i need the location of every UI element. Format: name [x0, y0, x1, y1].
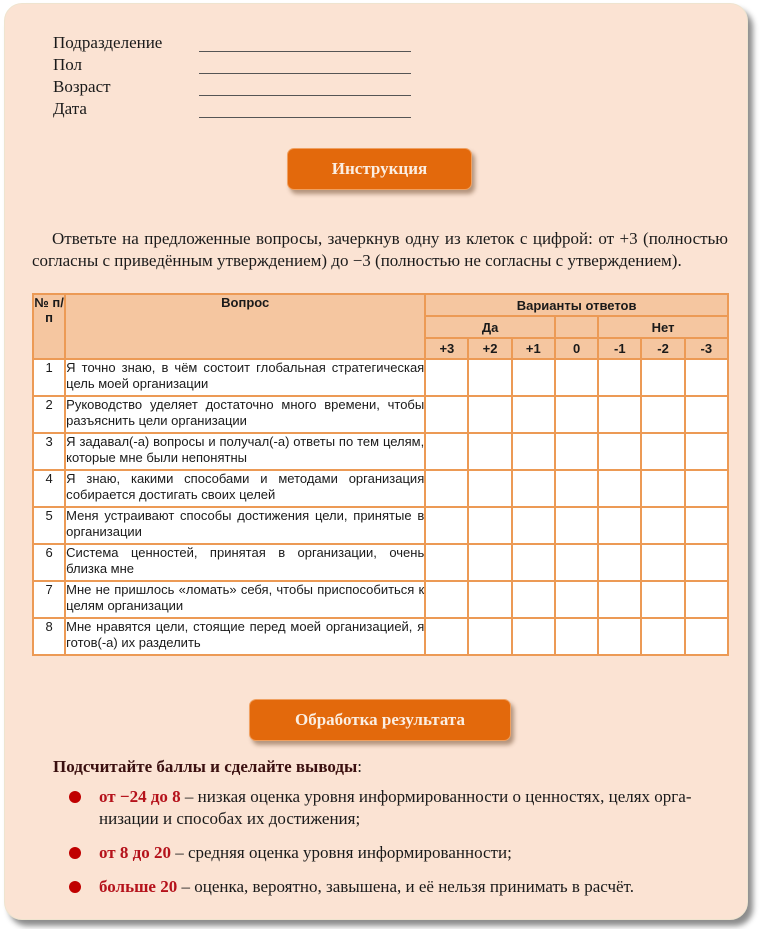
answer-cell[interactable] — [641, 618, 684, 655]
option-header: -1 — [598, 338, 641, 359]
result-text: – оценка, вероятно, завышена, и её нельзя принимать в расчёт. — [177, 877, 634, 896]
answer-cell[interactable] — [641, 470, 684, 507]
col-header-options: Варианты ответов — [425, 294, 728, 316]
table-row — [33, 470, 728, 507]
result-text: – средняя оценка уровня информированности; — [170, 843, 512, 862]
answer-cell[interactable] — [555, 470, 598, 507]
option-header: -2 — [641, 338, 684, 359]
answer-cell[interactable] — [598, 359, 641, 396]
result-item — [65, 786, 730, 830]
survey-body — [33, 359, 728, 655]
bullet-icon — [69, 881, 81, 893]
answer-cell[interactable] — [555, 433, 598, 470]
form-row-department — [53, 31, 411, 53]
question-text: Я знаю, какими способами и методами организация собирается достигать своих целей — [65, 470, 425, 507]
answer-cell[interactable] — [641, 507, 684, 544]
table-row — [33, 581, 728, 618]
results-heading: Обработка результата — [249, 699, 511, 741]
answer-cell[interactable] — [468, 359, 511, 396]
table-row — [33, 507, 728, 544]
gender-field[interactable] — [199, 73, 411, 74]
answer-cell[interactable] — [685, 581, 728, 618]
form-row-age — [53, 75, 411, 97]
results-intro-tail: : — [357, 757, 363, 776]
question-text: Система ценностей, принятая в организации, очень близка мне — [65, 544, 425, 581]
row-number: 3 — [33, 433, 65, 470]
answer-cell[interactable] — [512, 581, 555, 618]
answer-cell[interactable] — [512, 359, 555, 396]
row-number: 7 — [33, 581, 65, 618]
respondent-form — [53, 31, 411, 119]
answer-cell[interactable] — [512, 396, 555, 433]
age-label: Возраст — [53, 77, 111, 96]
row-number: 8 — [33, 618, 65, 655]
answer-cell[interactable] — [555, 544, 598, 581]
answer-cell[interactable] — [555, 507, 598, 544]
group-header-no: Нет — [598, 316, 728, 338]
row-number: 5 — [33, 507, 65, 544]
result-text: – низкая оценка уровня информированности о ценностях, целях организации и способах их достижения; — [99, 787, 692, 828]
answer-cell[interactable] — [641, 433, 684, 470]
question-text: Мне нравятся цели, стоящие перед моей организацией, я готов(-а) их разделить — [65, 618, 425, 655]
option-header: +1 — [512, 338, 555, 359]
date-label: Дата — [53, 99, 87, 118]
answer-cell[interactable] — [425, 507, 468, 544]
table-row — [33, 396, 728, 433]
answer-cell[interactable] — [598, 470, 641, 507]
answer-cell[interactable] — [641, 544, 684, 581]
answer-cell[interactable] — [425, 433, 468, 470]
answer-cell[interactable] — [425, 544, 468, 581]
answer-cell[interactable] — [641, 581, 684, 618]
answer-cell[interactable] — [468, 618, 511, 655]
question-text: Я точно знаю, в чём состоит глобальная стратегическая цель моей организации — [65, 359, 425, 396]
answer-cell[interactable] — [685, 359, 728, 396]
answer-cell[interactable] — [512, 507, 555, 544]
department-label: Подразделение — [53, 33, 163, 52]
answer-cell[interactable] — [641, 359, 684, 396]
result-range: от −24 до 8 — [99, 787, 181, 806]
header-row-1 — [33, 294, 728, 316]
answer-cell[interactable] — [468, 470, 511, 507]
row-number: 4 — [33, 470, 65, 507]
option-header: +2 — [468, 338, 511, 359]
question-text: Мне не пришлось «ломать» себя, чтобы приспособиться к целям организации — [65, 581, 425, 618]
question-text: Руководство уделяет достаточно много времени, чтобы разъяснить цели организации — [65, 396, 425, 433]
worksheet-card — [4, 3, 748, 920]
answer-cell[interactable] — [425, 396, 468, 433]
answer-cell[interactable] — [555, 359, 598, 396]
col-header-question: Вопрос — [65, 294, 425, 359]
answer-cell[interactable] — [598, 396, 641, 433]
answer-cell[interactable] — [685, 396, 728, 433]
instruction-heading: Инструкция — [287, 148, 472, 190]
row-number: 2 — [33, 396, 65, 433]
answer-cell[interactable] — [468, 396, 511, 433]
answer-cell[interactable] — [555, 396, 598, 433]
result-range: от 8 до 20 — [99, 843, 171, 862]
gender-label: Пол — [53, 55, 83, 74]
group-header-yes: Да — [425, 316, 555, 338]
answer-cell[interactable] — [598, 507, 641, 544]
option-header: 0 — [555, 338, 598, 359]
answer-cell[interactable] — [468, 433, 511, 470]
option-header: -3 — [685, 338, 728, 359]
date-field[interactable] — [199, 117, 411, 118]
answer-cell[interactable] — [512, 618, 555, 655]
answer-cell[interactable] — [512, 470, 555, 507]
result-item — [65, 876, 730, 898]
group-header-neutral — [555, 316, 598, 338]
col-header-number: № п/п — [33, 294, 65, 359]
result-item — [65, 842, 730, 864]
answer-cell[interactable] — [685, 544, 728, 581]
results-intro-bold: Подсчитайте баллы и сделайте выводы — [53, 757, 358, 776]
answer-cell[interactable] — [468, 581, 511, 618]
table-row — [33, 433, 728, 470]
answer-cell[interactable] — [425, 618, 468, 655]
answer-cell[interactable] — [598, 544, 641, 581]
department-field[interactable] — [199, 51, 411, 52]
results-intro — [53, 757, 362, 777]
answer-cell[interactable] — [641, 396, 684, 433]
results-list — [65, 786, 730, 910]
table-row — [33, 618, 728, 655]
answer-cell[interactable] — [425, 359, 468, 396]
answer-cell[interactable] — [425, 581, 468, 618]
answer-cell[interactable] — [555, 581, 598, 618]
survey-table — [32, 293, 729, 656]
bullet-icon — [69, 791, 81, 803]
option-header: +3 — [425, 338, 468, 359]
row-number: 1 — [33, 359, 65, 396]
answer-cell[interactable] — [685, 507, 728, 544]
answer-cell[interactable] — [685, 618, 728, 655]
form-row-gender — [53, 53, 411, 75]
table-row — [33, 544, 728, 581]
answer-cell[interactable] — [598, 581, 641, 618]
row-number: 6 — [33, 544, 65, 581]
answer-cell[interactable] — [685, 433, 728, 470]
answer-cell[interactable] — [468, 507, 511, 544]
answer-cell[interactable] — [685, 470, 728, 507]
answer-cell[interactable] — [598, 433, 641, 470]
question-text: Меня устраивают способы достижения цели, принятые в организации — [65, 507, 425, 544]
question-text: Я задавал(-а) вопросы и получал(-а) ответы по тем целям, которые мне были непонятны — [65, 433, 425, 470]
answer-cell[interactable] — [598, 618, 641, 655]
answer-cell[interactable] — [468, 544, 511, 581]
table-row — [33, 359, 728, 396]
answer-cell[interactable] — [555, 618, 598, 655]
answer-cell[interactable] — [425, 470, 468, 507]
answer-cell[interactable] — [512, 544, 555, 581]
instruction-text: Ответьте на предложенные вопросы, зачеркнув одну из клеток с цифрой: от +3 (полностью согласны с приведённым утверждением) до −3 (полностью не согласны с утверждением). — [32, 229, 728, 270]
age-field[interactable] — [199, 95, 411, 96]
answer-cell[interactable] — [512, 433, 555, 470]
result-range: больше 20 — [99, 877, 178, 896]
form-row-date — [53, 97, 411, 119]
bullet-icon — [69, 847, 81, 859]
